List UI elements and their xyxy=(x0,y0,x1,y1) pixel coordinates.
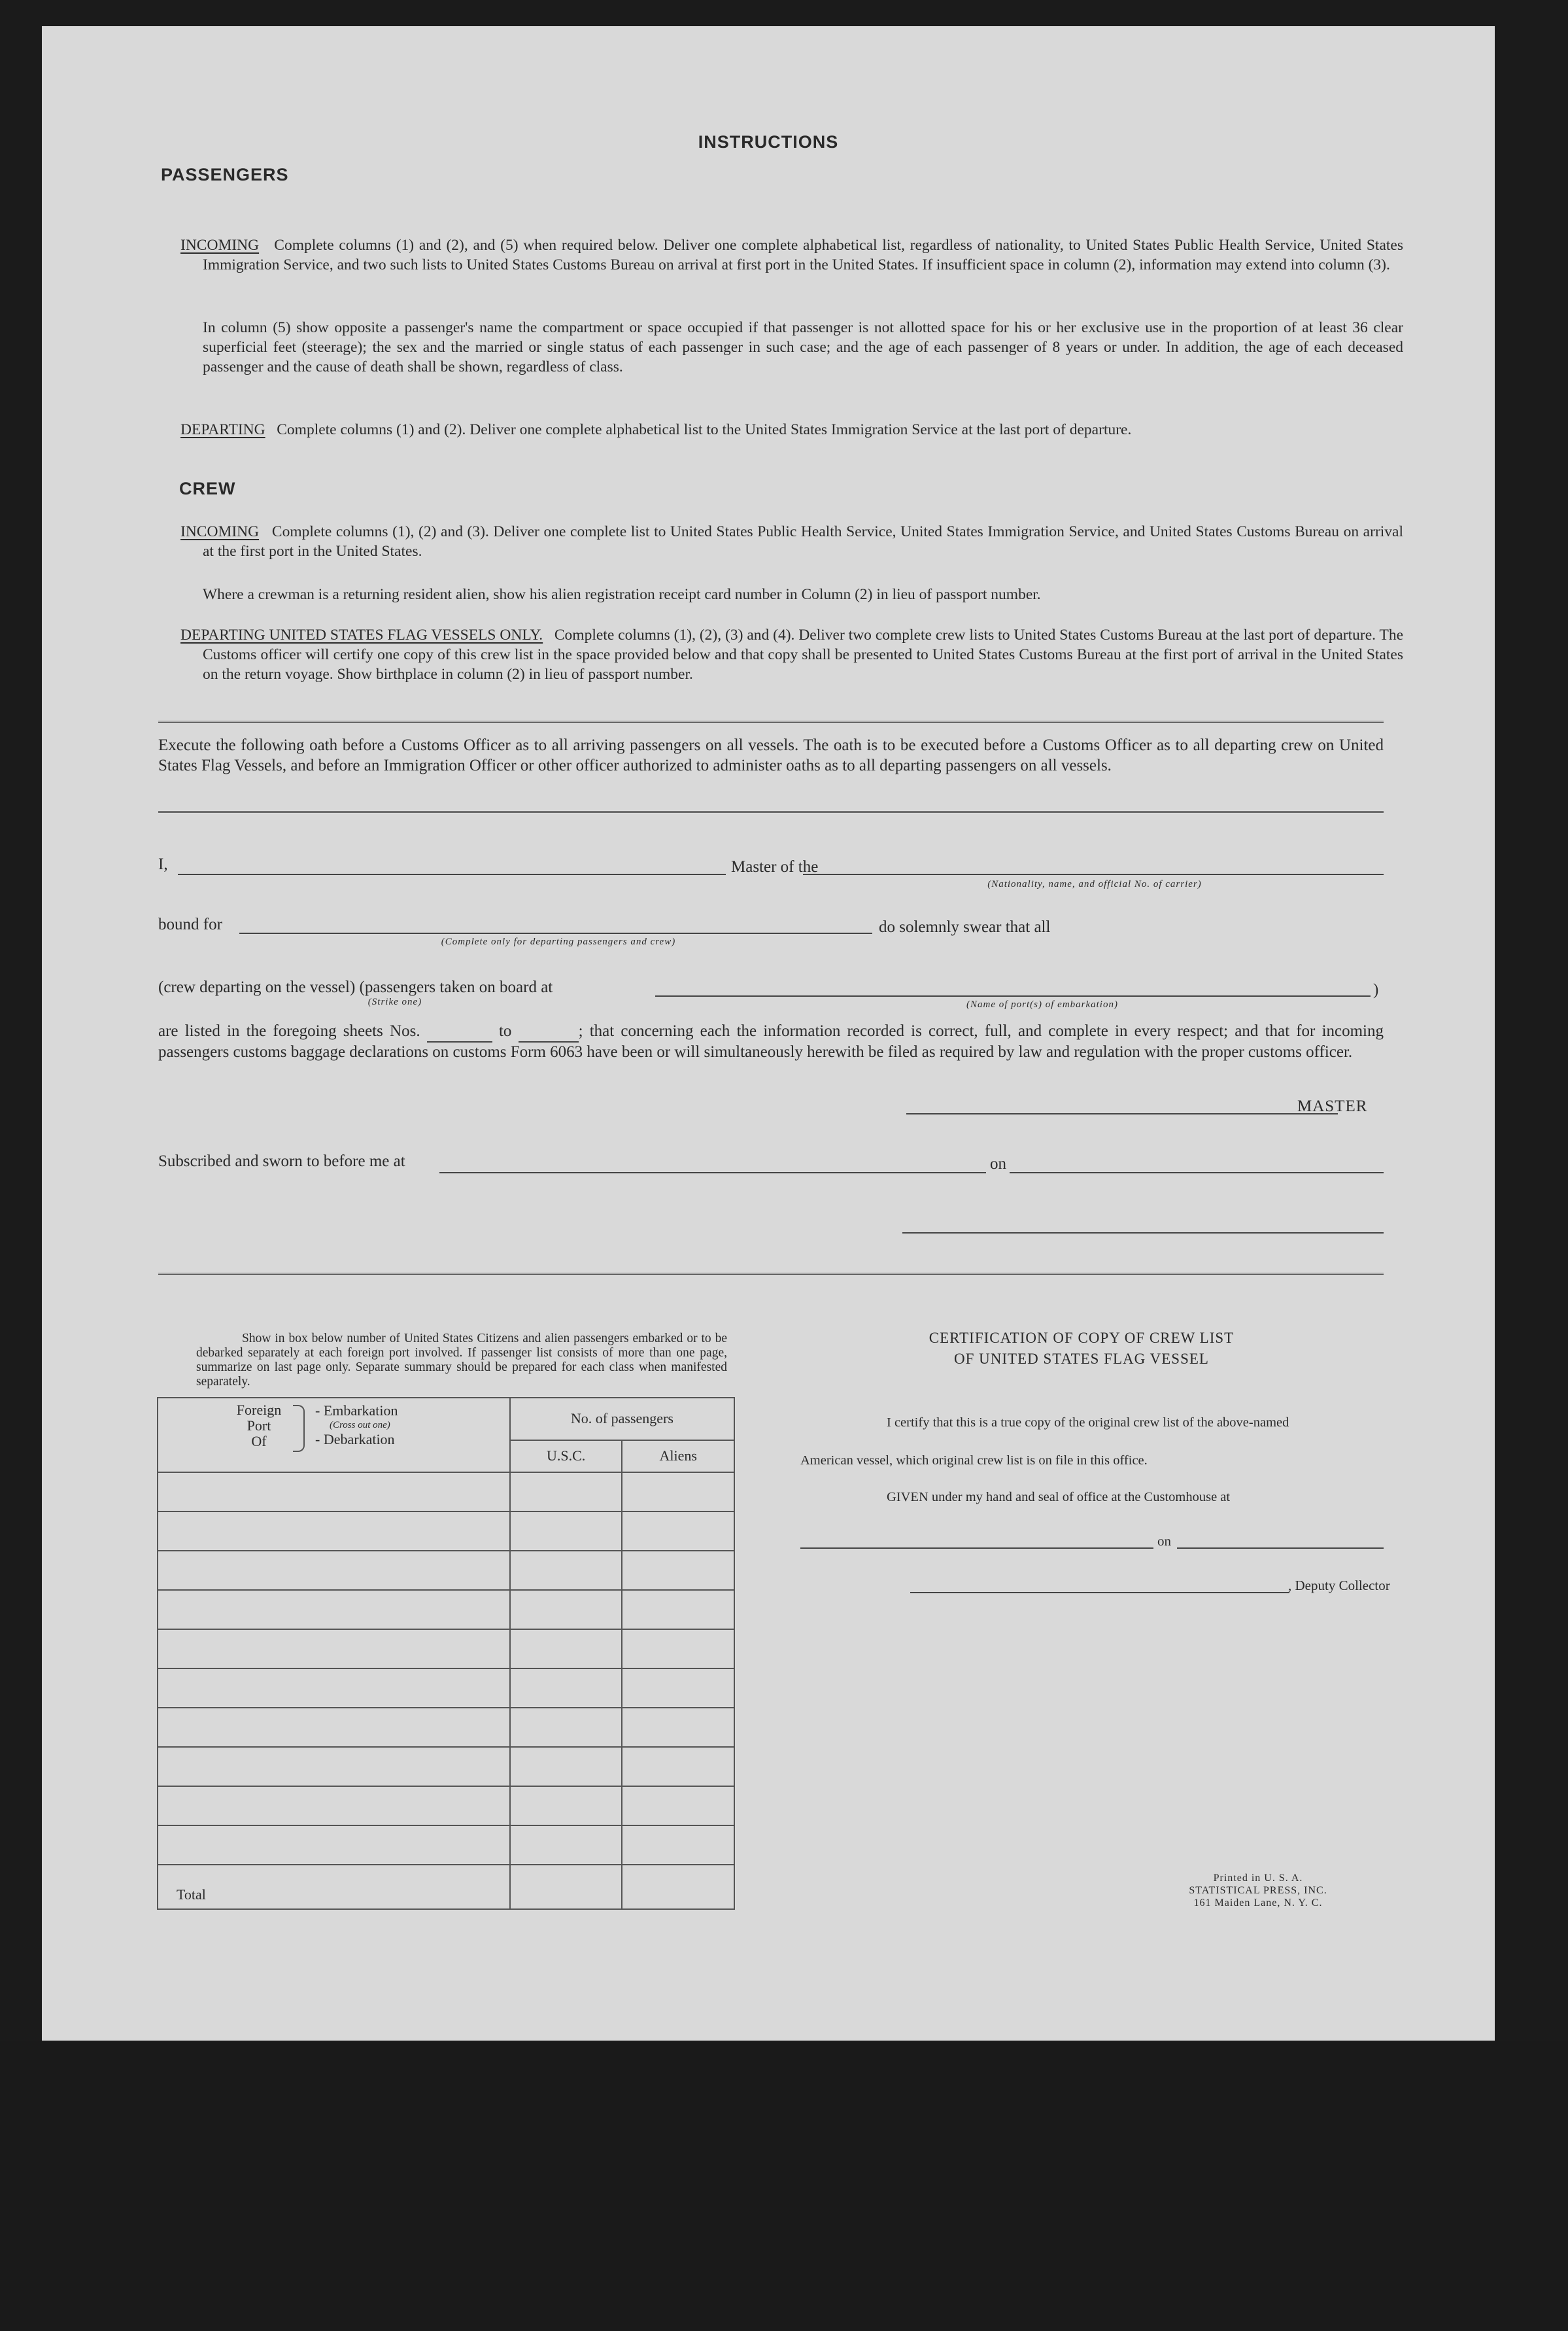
table-row xyxy=(158,1472,734,1511)
aliens-cell[interactable] xyxy=(622,1511,734,1551)
crew-incoming-text: Complete columns (1), (2) and (3). Deliver one complete list to United States Public Health Service, United States Immigration Service, and United States Customs Bureau on arrival at the first port in the United States. xyxy=(203,523,1404,560)
passengers-column5-paragraph xyxy=(203,318,1403,377)
aliens-header: Aliens xyxy=(622,1440,734,1472)
sworn-place-line[interactable] xyxy=(439,1172,986,1173)
port-cell[interactable] xyxy=(158,1668,510,1708)
certification-title-line1: CERTIFICATION OF COPY OF CREW LIST xyxy=(929,1330,1235,1346)
foreign-port-header xyxy=(158,1398,510,1472)
usc-cell[interactable] xyxy=(510,1511,622,1551)
usc-cell[interactable] xyxy=(510,1590,622,1629)
port-cell[interactable] xyxy=(158,1551,510,1590)
embarkation-port-line[interactable] xyxy=(655,995,1371,997)
usc-cell[interactable] xyxy=(510,1668,622,1708)
port-cell[interactable] xyxy=(158,1629,510,1668)
do-solemnly: do solemnly swear that all xyxy=(879,918,1051,936)
cert-on-label: on xyxy=(1157,1533,1171,1549)
deputy-collector-label: , Deputy Collector xyxy=(1288,1578,1390,1593)
passengers-departing-label: DEPARTING xyxy=(180,421,265,438)
port-cell[interactable] xyxy=(158,1590,510,1629)
certify-line2: American vessel, which original crew list is on file in this office. xyxy=(800,1453,1148,1468)
complete-only-caption: (Complete only for departing passengers and crew) xyxy=(441,937,676,947)
deputy-signature-line[interactable] xyxy=(910,1592,1289,1593)
foreign-label: Foreign xyxy=(236,1402,282,1418)
usc-cell[interactable] xyxy=(510,1551,622,1590)
table-row xyxy=(158,1629,734,1668)
usc-cell[interactable] xyxy=(510,1629,622,1668)
crew-resident-text: Where a crewman is a returning resident alien, show his alien registration receipt card number in Column (2) in lieu of passport number. xyxy=(203,586,1041,603)
port-cell[interactable] xyxy=(158,1708,510,1747)
divider xyxy=(158,1273,1384,1275)
brace-icon xyxy=(293,1405,305,1452)
master-of-the: Master of the xyxy=(731,858,819,876)
usc-cell[interactable] xyxy=(510,1708,622,1747)
summary-note: Show in box below number of United States Citizens and alien passengers embarked or to be debarked separately at each foreign port involved. If passenger list consists of more than one page, summarize on last page only. Separate summary should be prepared for each class when manifested separately. xyxy=(196,1332,727,1389)
strike-one-caption: (Strike one) xyxy=(367,997,422,1007)
listed-paragraph xyxy=(158,1022,1384,1062)
listed-in: are listed in the foregoing sheets Nos. xyxy=(158,1022,420,1040)
crew-departing-text: Complete columns (1), (2), (3) and (4). Deliver two complete crew lists to United States Customs Bureau at the last port of departure. The Customs officer will certify one copy of this crew list in the space provided below and that copy shall be presented to United States Customs Bureau at the first port of arrival in the United States on the return voyage. Show birthplace in column (2) in lieu of passport number. xyxy=(203,627,1404,683)
passengers-column5-text: In column (5) show opposite a passenger's name the compartment or space occupied if that passenger is not allotted space for his or her exclusive use in the proportion of at least 36 clear superficial feet (steerage); the sex and the married or single status of each passenger in such case; and the age of each passenger of 8 years or under. In addition, the age of each deceased passenger and the cause of death shall be shown, regardless of class. xyxy=(203,319,1403,375)
customhouse-line[interactable] xyxy=(800,1547,1153,1549)
passengers-departing-text: Complete columns (1) and (2). Deliver one complete alphabetical list to the United States Immigration Service at the last port of departure. xyxy=(277,421,1132,438)
port-cell[interactable] xyxy=(158,1511,510,1551)
crew-resident-paragraph xyxy=(203,585,1403,604)
form-page xyxy=(42,26,1495,2041)
crew-departing-paragraph xyxy=(180,625,1403,684)
oath-i: I, xyxy=(158,855,168,873)
passenger-summary-table xyxy=(157,1397,735,1910)
embarkation-label: - Embarkation xyxy=(315,1402,398,1419)
port-cell[interactable] xyxy=(158,1786,510,1825)
sworn-date-line[interactable] xyxy=(1010,1172,1384,1173)
debarkation-label: - Debarkation xyxy=(315,1431,395,1447)
printer-line1: Printed in U. S. A. xyxy=(1213,1873,1303,1884)
oath-instruction: Execute the following oath before a Customs Officer as to all arriving passengers on all vessels. The oath is to be executed before a Customs Officer as to all departing crew on United States Flag Vessels, and before an Immigration Officer or other officer authorized to administer oaths as to all departing passengers on all vessels. xyxy=(158,736,1384,774)
passengers-incoming-label: INCOMING xyxy=(180,237,260,254)
nationality-caption: (Nationality, name, and official No. of carrier) xyxy=(987,879,1202,889)
given-label: GIVEN under my hand and seal of office at the Customhouse at xyxy=(887,1490,1231,1504)
to-label: to xyxy=(498,1022,512,1040)
total-label: Total xyxy=(158,1865,510,1909)
table-row xyxy=(158,1825,734,1865)
usc-cell[interactable] xyxy=(510,1747,622,1786)
usc-header: U.S.C. xyxy=(510,1440,622,1472)
sworn-on-label: on xyxy=(990,1155,1006,1173)
aliens-cell[interactable] xyxy=(622,1551,734,1590)
table-row xyxy=(158,1747,734,1786)
aliens-cell[interactable] xyxy=(622,1629,734,1668)
crew-incoming-label: INCOMING xyxy=(180,523,260,540)
of-label: Of xyxy=(251,1433,267,1449)
printer-line2: STATISTICAL PRESS, INC. xyxy=(1189,1885,1327,1896)
passengers-heading: PASSENGERS xyxy=(161,165,289,184)
master-signature-line[interactable] xyxy=(906,1113,1338,1114)
certification-title-line2: OF UNITED STATES FLAG VESSEL xyxy=(954,1351,1209,1367)
printer-line3: 161 Maiden Lane, N. Y. C. xyxy=(1193,1897,1323,1908)
table-row xyxy=(158,1551,734,1590)
table-row xyxy=(158,1511,734,1551)
bound-for-line[interactable] xyxy=(239,933,872,934)
cert-date-line[interactable] xyxy=(1177,1547,1384,1549)
aliens-cell[interactable] xyxy=(622,1708,734,1747)
aliens-cell[interactable] xyxy=(622,1825,734,1865)
aliens-cell[interactable] xyxy=(622,1747,734,1786)
crew-heading: CREW xyxy=(179,479,236,498)
aliens-cell[interactable] xyxy=(622,1668,734,1708)
divider xyxy=(158,721,1384,723)
aliens-total-cell[interactable] xyxy=(622,1865,734,1909)
name-of-ports-caption: (Name of port(s) of embarkation) xyxy=(966,999,1118,1010)
table-row xyxy=(158,1708,734,1747)
aliens-cell[interactable] xyxy=(622,1472,734,1511)
table-row xyxy=(158,1668,734,1708)
scan-background xyxy=(0,2041,1568,2331)
officer-signature-line[interactable] xyxy=(902,1232,1384,1234)
table-row xyxy=(158,1590,734,1629)
port-cell[interactable] xyxy=(158,1825,510,1865)
crew-departing-label: DEPARTING UNITED STATES FLAG VESSELS ONLY. xyxy=(180,627,543,644)
subscribed-label: Subscribed and sworn to before me at xyxy=(158,1152,405,1170)
table-row xyxy=(158,1786,734,1825)
aliens-cell[interactable] xyxy=(622,1786,734,1825)
passengers-incoming-text: Complete columns (1) and (2), and (5) when required below. Deliver one complete alphabetical list, regardless of nationality, to United States Public Health Service, United States Immigration Service, and two such lists to United States Customs Bureau on arrival at first port in the United States. If insufficient space in column (2), information may extend into column (3). xyxy=(203,237,1403,273)
page-title: INSTRUCTIONS xyxy=(698,132,839,152)
passengers-departing-paragraph xyxy=(180,420,1403,440)
divider xyxy=(158,811,1384,813)
bound-for: bound for xyxy=(158,916,222,933)
crew-departing-option: (crew departing on the vessel) (passengers taken on board at xyxy=(158,978,553,996)
cross-out-caption: (Cross out one) xyxy=(330,1420,390,1430)
port-cell[interactable] xyxy=(158,1472,510,1511)
port-cell[interactable] xyxy=(158,1747,510,1786)
usc-cell[interactable] xyxy=(510,1786,622,1825)
passengers-incoming-paragraph xyxy=(180,235,1403,275)
carrier-line[interactable] xyxy=(803,874,1384,875)
close-paren: ) xyxy=(1373,981,1379,999)
sheet-from-line[interactable] xyxy=(427,1022,492,1043)
no-of-passengers-header: No. of passengers xyxy=(510,1398,734,1440)
crew-incoming-paragraph xyxy=(180,522,1403,561)
listed-rest: ; that concerning each the information recorded is correct, full, and complete in every respect; and that for incoming passengers customs baggage declarations on customs Form 6063 have been or will simultaneously herewith be filed as required by law and regulation with the proper customs officer. xyxy=(158,1022,1384,1061)
certify-line1: I certify that this is a true copy of the original crew list of the above-named xyxy=(887,1415,1289,1430)
usc-cell[interactable] xyxy=(510,1825,622,1865)
printer-imprint xyxy=(1153,1872,1363,1909)
master-name-line[interactable] xyxy=(178,874,726,875)
usc-total-cell[interactable] xyxy=(510,1865,622,1909)
master-label: MASTER xyxy=(1297,1097,1368,1115)
port-label: Port xyxy=(247,1417,271,1434)
total-row xyxy=(158,1865,734,1909)
aliens-cell[interactable] xyxy=(622,1590,734,1629)
sheet-to-line[interactable] xyxy=(519,1022,579,1043)
certification-title xyxy=(813,1328,1350,1370)
usc-cell[interactable] xyxy=(510,1472,622,1511)
